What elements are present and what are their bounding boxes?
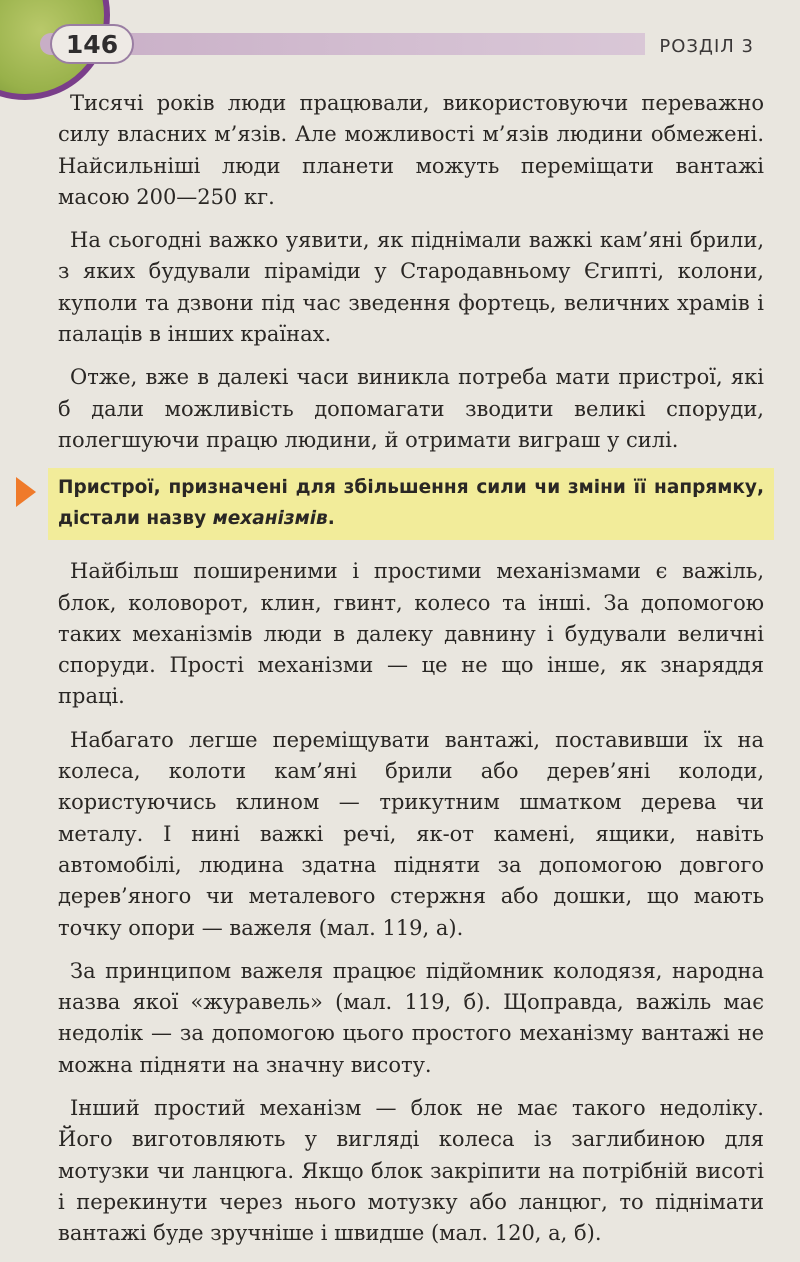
page-content (58, 88, 764, 1262)
paragraph-7: Інший простий механізм — блок не має такого недоліку. Його виготовляють у вигляді колеса із заглибиною для мотузки чи ланцюга. Якщо блок закріпити на потрібній висоті і перекинути через нього мотузку або ланцюг, то піднімати вантажі буде зручніше і швидше (мал. 120, а, б). (58, 1096, 764, 1246)
paragraph-3: Отже, вже в далекі часи виникла потреба мати пристрої, які б дали можливість допомагати зводити великі споруди, полегшуючи працю людини, й отримати виграш у силі. (58, 365, 764, 452)
paragraph-4: Найбільш поширеними і простими механізмами є важіль, блок, коловорот, клин, гвинт, колесо та інші. За допомогою таких механізмів люди в далеку давнину і будували величні споруди. Прості механізми — це не що інше, як знаряддя праці. (58, 559, 764, 709)
definition-end: . (327, 508, 335, 530)
section-title: РОЗДІЛ 3 (645, 33, 760, 59)
paragraph-6: За принципом важеля працює підйомник колодязя, народна назва якої «журавель» (мал. 119, б). Щоправда, важіль має недолік — за допомогою цього простого механізму вантажі не можна підняти на значну висоту. (58, 958, 764, 1077)
paragraph-2: На сьогодні важко уявити, як піднімали важкі кам’яні брили, з яких будували піраміди у Стародавньому Єгипті, колони, куполи та дзвони під час зведення фортець, величних храмів і палаців в інших країнах. (58, 228, 764, 347)
arrow-marker-icon (16, 477, 36, 507)
definition-box (48, 468, 774, 540)
paragraph-1: Тисячі років люди працювали, використовуючи переважно силу власних м’язів. Але можливості м’язів людини обмежені. Найсильніші люди планети можуть переміщати вантажі масою 200—250 кг. (58, 91, 764, 209)
definition-text: Пристрої, призначені для збільшення сили чи зміни її напрямку, дістали назву (58, 477, 764, 530)
page-number: 146 (50, 24, 134, 64)
paragraph-5: Набагато легше переміщувати вантажі, поставивши їх на колеса, колоти кам’яні брили або дерев’яні колоди, користуючись клином — трикутним шматком дерева чи металу. І нині важкі речі, як-от камені, ящики, навіть автомобілі, людина здатна підняти за допомогою довгого дерев’яного чи металевого стержня або дошки, що мають точку опори — важеля (мал. 119, а). (58, 727, 764, 940)
definition-term: механізмів (212, 508, 328, 530)
